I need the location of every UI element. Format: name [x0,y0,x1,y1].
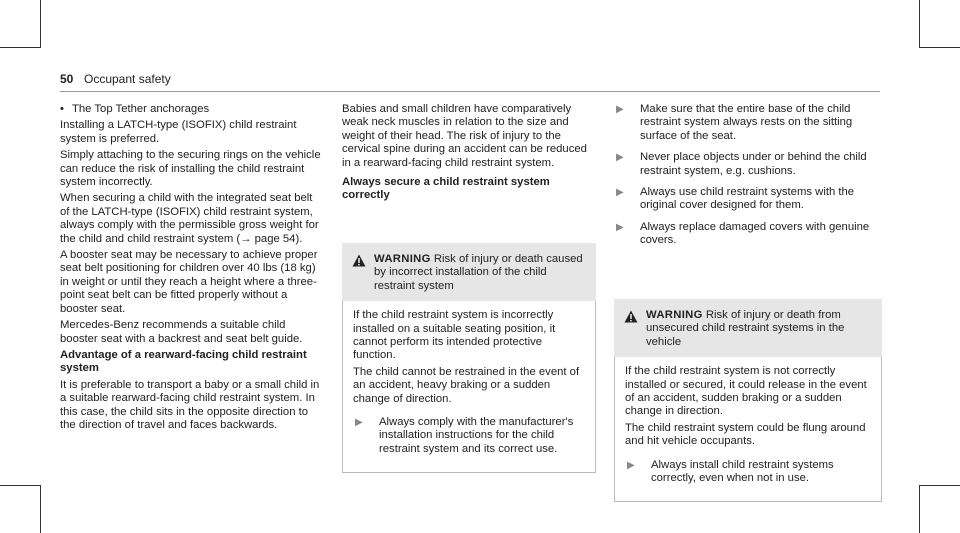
paragraph: Mercedes-Benz recommends a suitable child booster seat with a backrest and seat belt guide. [60,319,303,345]
page-number: 50 [60,72,74,86]
warning-label: WARNING [374,253,431,265]
action-item [614,151,882,178]
crop-mark [919,0,920,48]
action-text: Always install child restraint systems correctly, even when not in use. [651,458,834,485]
action-item [625,459,871,486]
warning-title [646,309,872,349]
warning-header [342,243,596,301]
action-item [614,221,882,248]
action-item [614,103,882,143]
column-2 [342,103,596,206]
action-text: Always replace damaged covers with genuine covers. [640,220,870,247]
action-text: Make sure that the entire base of the child restraint system always rests on the sitting surface of the seat. [640,103,853,142]
action-arrow-icon: ▶ [616,152,624,164]
warning-header [614,299,882,357]
column-1 [60,103,322,435]
crop-mark [920,485,960,486]
action-arrow-icon: ▶ [355,417,363,429]
column-3 [614,103,882,256]
crop-mark [920,47,960,48]
warning-paragraph: The child restraint system could be flung around and hit vehicle occupants. [625,421,866,448]
action-arrow-icon: ▶ [627,459,635,471]
action-item [353,416,585,456]
action-text: Always comply with the manufacturer's installation instructions for the child restraint system and its correct use. [379,416,574,455]
warning-triangle-icon [352,254,366,267]
action-text: Always use child restraint systems with the original cover designed for them. [640,186,855,212]
action-arrow-icon: ▶ [616,187,624,199]
paragraph: Simply attaching to the securing rings on the vehicle can reduce the risk of installing the child restraint system incorrectly. [60,149,321,189]
section-heading: Always secure a child restraint system correctly [342,176,550,202]
bullet-dot: • [60,103,64,115]
warning-paragraph: The child cannot be restrained in the event of an accident, heavy braking or a sudden change of direction. [353,365,580,405]
paragraph: Installing a LATCH-type (ISOFIX) child restraint system is preferred. [60,119,297,145]
paragraph: When securing a child with the integrated seat belt of the LATCH-type (ISOFIX) child restraint system, always comply with the permissible gross weight for the child and child restraint system (→ page 54). [60,192,319,245]
warning-triangle-icon [624,310,638,323]
paragraph: A booster seat may be necessary to achieve proper seat belt positioning for children over 40 lbs (18 kg) in weight or until they reach a height where a three-point seat belt can be fitted properly without a booster seat. [60,249,318,315]
action-item [614,186,882,213]
crop-mark [0,485,40,486]
warning-paragraph: If the child restraint system is not correctly installed or secured, it could release in the event of an accident, sudden braking or a sudden change in direction. [625,365,867,418]
crop-mark [40,485,41,533]
section-heading: Advantage of a rearward-facing child restraint system [60,348,307,375]
warning-body [614,357,882,502]
warning-title-text: Risk of injury or death caused by incorrect installation of the child restraint system [374,253,583,292]
action-arrow-icon: ▶ [616,104,624,115]
warning-box [614,299,882,502]
crop-mark [0,47,40,48]
bullet-text: The Top Tether anchorages [72,103,210,115]
paragraph: It is preferable to transport a baby or a small child in a suitable rearward-facing child restraint system. In this case, the child sits in the opposite direction to the direction of travel and faces backwards. [60,378,320,431]
paragraph: Babies and small children have comparatively weak neck muscles in relation to the size and weight of their head. The risk of injury to the cervical spine during an accident can be reduced in a rearward-facing child restraint system. [342,103,587,169]
crop-mark [919,485,920,533]
header-rule [60,91,880,92]
section-title: Occupant safety [84,72,171,86]
bullet-item [60,103,322,116]
warning-title-text: Risk of injury or death from unsecured child restraint systems in the vehicle [646,309,845,348]
action-text: Never place objects under or behind the child restraint system, e.g. cushions. [640,151,867,177]
warning-box [342,243,596,473]
action-arrow-icon: ▶ [616,221,624,233]
warning-body [342,301,596,473]
warning-paragraph: If the child restraint system is incorrectly installed on a suitable seating position, it cannot perform its intended protective function. [353,309,556,362]
crop-mark [40,0,41,48]
warning-title [374,253,586,293]
warning-label: WARNING [646,309,703,321]
